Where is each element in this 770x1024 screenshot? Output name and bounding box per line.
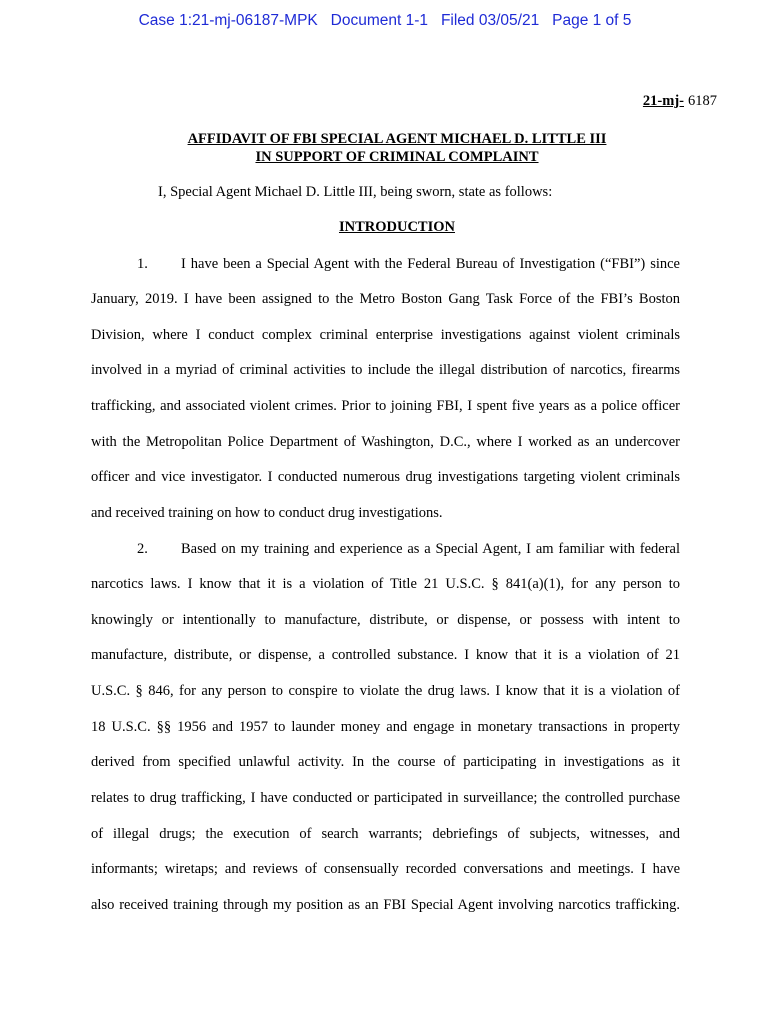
paragraph-1-line-6: with the Metropolitan Police Department of Washington, D.C., where I worked as an undercover [91, 434, 680, 450]
title-line-2: IN SUPPORT OF CRIMINAL COMPLAINT [255, 149, 539, 165]
paragraph-1-number: 1. [137, 256, 148, 272]
paragraph-1-line-7: officer and vice investigator. I conducted numerous drug investigations targeting violent criminals [91, 469, 680, 485]
case-number [643, 93, 717, 110]
paragraph-2-line-3: knowingly or intentionally to manufacture, distribute, or dispense, or possess with intent to [91, 612, 680, 628]
paragraph-2-number: 2. [137, 541, 148, 557]
paragraph-1-line-5: trafficking, and associated violent crimes. Prior to joining FBI, I spent five years as a police officer [91, 398, 680, 414]
case-number-value: 6187 [688, 93, 717, 109]
paragraph-2-line-6: 18 U.S.C. §§ 1956 and 1957 to launder money and engage in monetary transactions in property [91, 719, 680, 735]
paragraph-2-line-2: narcotics laws. I know that it is a violation of Title 21 U.S.C. § 841(a)(1), for any person to [91, 576, 680, 592]
paragraph-2-text: Based on my training and experience as a Special Agent, I am familiar with federal [181, 541, 680, 557]
paragraph-2-line-4: manufacture, distribute, or dispense, a controlled substance. I know that it is a violation of 21 [91, 647, 680, 663]
paragraph-1-line-1 [137, 256, 680, 273]
section-heading-introduction: INTRODUCTION [338, 219, 455, 235]
oath-statement: I, Special Agent Michael D. Little III, being sworn, state as follows: [158, 184, 553, 200]
paragraph-1-text: I have been a Special Agent with the Federal Bureau of Investigation (“FBI”) since [181, 256, 680, 272]
paragraph-2-line-5: U.S.C. § 846, for any person to conspire to violate the drug laws. I know that it is a violation of [91, 683, 680, 699]
paragraph-1-line-3: Division, where I conduct complex criminal enterprise investigations against violent criminals [91, 327, 680, 343]
paragraph-2-line-9: of illegal drugs; the execution of search warrants; debriefings of subjects, witnesses, and [91, 826, 680, 842]
paragraph-2-line-11: also received training through my position as an FBI Special Agent involving narcotics trafficking. [91, 897, 680, 913]
paragraph-2-line-1 [137, 541, 680, 558]
paragraph-2-line-8: relates to drug trafficking, I have conducted or participated in surveillance; the controlled purchase [91, 790, 680, 806]
case-number-prefix: 21-mj- [642, 93, 684, 109]
case-header-stamp: Case 1:21-mj-06187-MPK Document 1-1 Filed 03/05/21 Page 1 of 5 [138, 12, 632, 29]
document-title [0, 130, 770, 166]
paragraph-1-line-4: involved in a myriad of criminal activities to include the illegal distribution of narcotics, firearms [91, 362, 680, 378]
paragraph-2-line-7: derived from specified unlawful activity. In the course of participating in investigations as it [91, 754, 680, 770]
title-line-1: AFFIDAVIT OF FBI SPECIAL AGENT MICHAEL D. LITTLE III [187, 131, 607, 147]
paragraph-1-line-2: January, 2019. I have been assigned to the Metro Boston Gang Task Force of the FBI’s Boston [91, 291, 680, 307]
paragraph-1-line-8: and received training on how to conduct drug investigations. [91, 505, 443, 521]
paragraph-2-line-10: informants; wiretaps; and reviews of consensually recorded conversations and meetings. I have [91, 861, 680, 877]
